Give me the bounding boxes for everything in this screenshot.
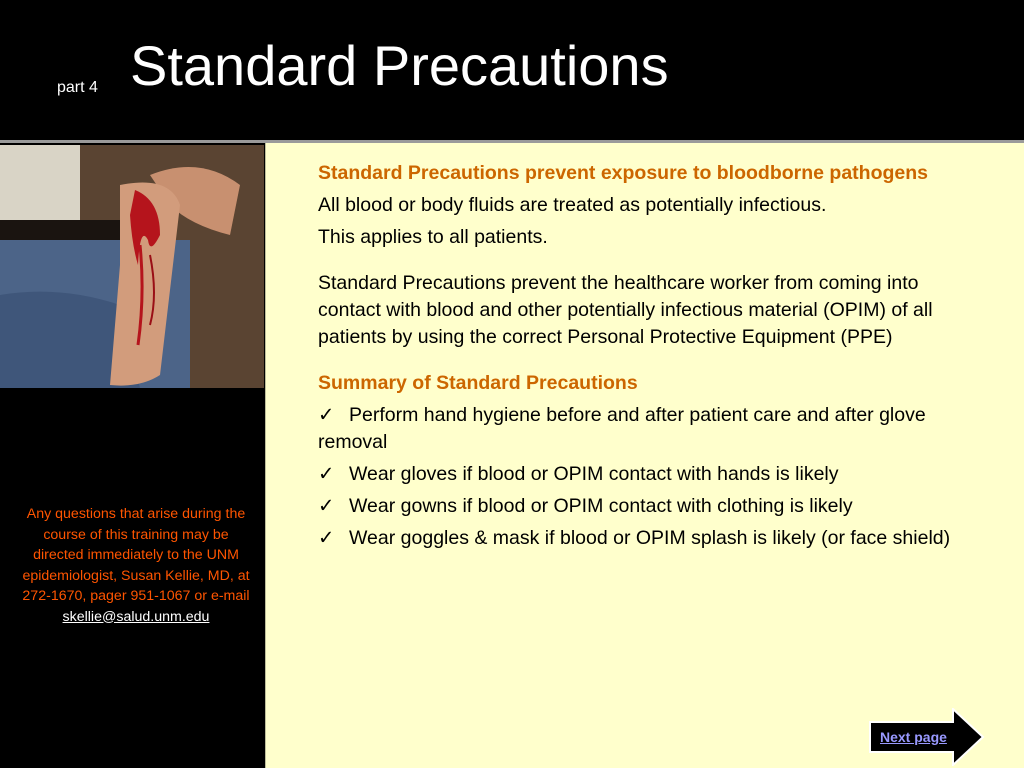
next-page-button[interactable] [869, 708, 985, 766]
contact-text: Any questions that arise during the course of this training may be directed immediately to the UNM epidemiologist, Susan Kellie, MD, at 272-1670, pager 951-1067 or e-mail [22, 506, 250, 604]
intro-line-2: This applies to all patients. [318, 226, 548, 248]
summary-item [318, 493, 978, 520]
checkmark-icon: ✓ [318, 463, 335, 485]
bleeding-arm-photo [0, 145, 264, 388]
ppe-paragraph: Standard Precautions prevent the healthcare worker from coming into contact with blood and other potentially infectious material (OPIM) of all patients by using the correct Personal Protective Equipment (PPE) [318, 272, 933, 348]
checkmark-icon: ✓ [318, 495, 335, 517]
summary-item [318, 461, 978, 488]
page-title: Standard Precautions [130, 34, 669, 97]
summary-item-text: Wear gowns if blood or OPIM contact with clothing is likely [349, 495, 853, 517]
summary-item-text: Wear gloves if blood or OPIM contact with hands is likely [349, 463, 839, 485]
contact-email-link[interactable]: skellie@salud.unm.edu [62, 608, 210, 625]
part-label: part 4 [57, 79, 98, 96]
intro-line-1: All blood or body fluids are treated as potentially infectious. [318, 194, 827, 216]
checkmark-icon: ✓ [318, 527, 335, 549]
header [0, 0, 1024, 140]
contact-info [22, 504, 250, 627]
summary-item-text: Wear goggles & mask if blood or OPIM splash is likely (or face shield) [349, 527, 951, 549]
next-page-label[interactable]: Next page [880, 729, 947, 745]
intro-heading: Standard Precautions prevent exposure to bloodborne pathogens [318, 162, 929, 184]
content-panel [265, 143, 1024, 768]
summary-item [318, 525, 978, 552]
checkmark-icon: ✓ [318, 404, 335, 426]
summary-item [318, 402, 978, 456]
summary-item-text: Perform hand hygiene before and after patient care and after glove removal [318, 404, 926, 453]
summary-heading: Summary of Standard Precautions [318, 372, 638, 394]
